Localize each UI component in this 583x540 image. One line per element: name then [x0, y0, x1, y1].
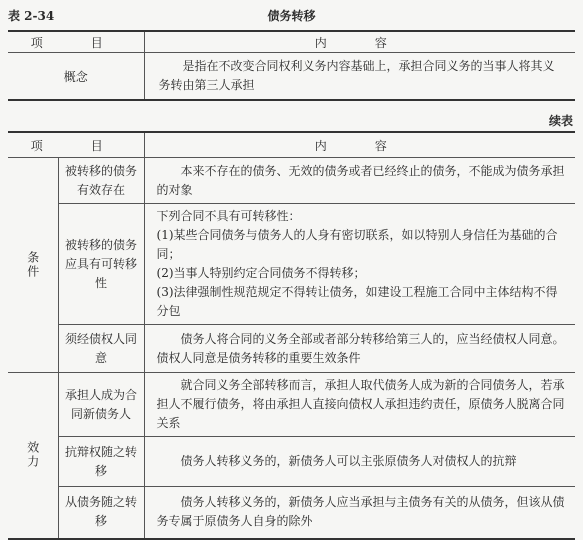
table-row: [8, 204, 575, 325]
list-item: (2)当事人特别约定合同债务不得转移；: [156, 266, 366, 280]
row-content-text: 债务人将合同的义务全部或者部分转移给第三人的，应当经债权人同意。债权人同意是债务转移的重要生效条件: [156, 331, 565, 365]
row-content-text: 就合同义务全部转移而言，承担人取代债务人成为新的合同债务人，若承担人不履行债务，将由承担人直接向债权人承担违约责任，原债务人脱离合同关系: [156, 378, 565, 430]
list-item: (3)法律强制性规范规定不得转让债务，如建设工程施工合同中主体结构不得分包: [156, 285, 558, 318]
table-row: [8, 373, 575, 437]
table-row: [8, 325, 575, 373]
table-title: 债务转移: [267, 9, 316, 23]
header-item: 项 目: [8, 31, 144, 53]
table-row: [8, 487, 575, 539]
row-content: [144, 325, 575, 373]
row-content-text: 债务人转移义务的，新债务人可以主张原债务人对债权人的抗辩: [180, 454, 517, 468]
table-caption: [8, 7, 575, 25]
row-content: [144, 373, 575, 437]
header-content: 内 容: [144, 132, 575, 158]
table-header-row: [8, 132, 575, 158]
row-item: 抗辩权随之转移: [58, 437, 144, 487]
header-content: 内 容: [144, 31, 575, 53]
table-row: [8, 53, 575, 101]
row-item: 被转移的债务应具有可转移性: [58, 204, 144, 325]
row-content: [144, 487, 575, 539]
debt-transfer-table-part1: [8, 30, 575, 101]
header-item: 项 目: [8, 132, 144, 158]
row-item: 承担人成为合同新债务人: [58, 373, 144, 437]
row-content: [144, 437, 575, 487]
row-item: 须经债权人同意: [58, 325, 144, 373]
table-number: 表 2-34: [8, 9, 55, 23]
debt-transfer-table-part2: [8, 131, 575, 540]
row-content-text: 本来不存在的债务、无效的债务或者已经终止的债务，不能成为债务承担的对象: [156, 163, 565, 197]
row-content-text: 债务人转移义务的，新债务人应当承担与主债务有关的从债务，但该从债务专属于原债务人自身的除外: [156, 495, 565, 529]
transferability-list: [157, 226, 566, 321]
row-content: [144, 204, 575, 325]
row-item-concept: 概念: [8, 53, 144, 101]
table-row: [8, 437, 575, 487]
table-row: [8, 158, 575, 204]
row-content: [144, 158, 575, 204]
row-content-intro: 下列合同不具有可转移性：: [156, 209, 301, 223]
row-item: 从债务随之转移: [58, 487, 144, 539]
continued-label: 续表: [548, 114, 573, 128]
table-header-row: [8, 31, 575, 53]
list-item: (1)某些合同债务与债务人的人身有密切联系，如以特别人身信任为基础的合同；: [156, 228, 558, 261]
row-content-concept: 是指在不改变合同权利义务内容基础上，承担合同义务的当事人将其义务转由第三人承担: [144, 53, 575, 101]
group-label-effects: 效力: [8, 373, 58, 539]
row-item: 被转移的债务有效存在: [58, 158, 144, 204]
group-label-conditions: 条件: [8, 158, 58, 373]
